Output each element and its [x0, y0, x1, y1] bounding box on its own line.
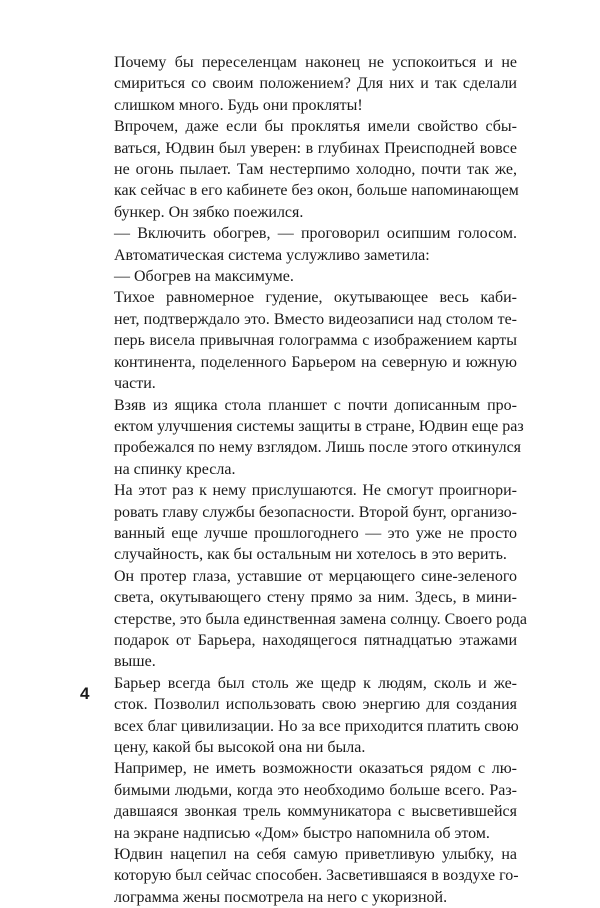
paragraph [92, 287, 517, 394]
text-line: Он протер глаза, уставшие от мерцающего сине-зеленого [114, 567, 517, 585]
page-number: 4 [80, 684, 90, 703]
text-line: выше. [114, 653, 156, 671]
paragraph [92, 844, 517, 908]
text-line: подарок от Барьера, находящегося пятнадцатью этажами [114, 631, 517, 649]
text-line: которую был сейчас способен. Засветившаяся в воздухе го- [114, 867, 519, 885]
text-line: случайность, как бы остальным ни хотелось в это верить. [114, 546, 507, 564]
body-text [92, 52, 527, 908]
text-line: континента, поделенного Барьером на северную и южную [114, 353, 517, 371]
text-line: бункер. Он зябко поежился. [114, 203, 304, 221]
text-line: стерстве, это была единственная замена солнцу. Своего рода [114, 610, 527, 628]
text-line: света, окутывающего стену прямо за ним. Здесь, в мини- [114, 589, 517, 607]
text-line: Юдвин нацепил на себя самую приветливую улыбку, на [114, 846, 517, 864]
paragraph [92, 480, 517, 566]
text-line: — Включить обогрев, — проговорил осипшим голосом. [114, 225, 517, 243]
paragraph [92, 266, 517, 287]
text-line: Почему бы переселенцам наконец не успокоиться и не [114, 54, 517, 71]
paragraph [92, 566, 527, 673]
text-line: Например, не иметь возможности оказаться рядом с лю- [114, 760, 517, 778]
text-line: нет, подтверждало это. Вместо видеозаписи над столом те- [114, 310, 517, 328]
text-line: Автоматическая система услужливо заметила: [114, 246, 430, 264]
text-line: слишком много. Будь они прокляты! [114, 96, 363, 114]
text-line: части. [114, 375, 156, 393]
text-line: бимыми людьми, когда это необходимо больше всего. Раз- [114, 781, 517, 799]
text-line: давшаяся звонкая трель коммуникатора с высветившейся [114, 803, 517, 821]
text-line: всех благ цивилизации. Но за все приходится платить свою [114, 717, 519, 735]
text-line: ровать главу службы безопасности. Второй бунт, организо- [114, 503, 517, 521]
text-line: на спинку кресла. [114, 460, 236, 478]
paragraph [92, 52, 517, 116]
text-line: ванный еще лучше прошлогоднего — это уже не просто [114, 524, 517, 542]
text-line: как сейчас в его кабинете без окон, больше напоминающем [114, 182, 519, 200]
text-line: пробежался по нему взглядом. Лишь после этого откинулся [114, 439, 522, 457]
text-line: ектом улучшения системы защиты в стране, Юдвин еще раз [114, 417, 524, 435]
paragraph [92, 673, 517, 759]
text-line: цену, какой бы высокой она ни была. [114, 739, 366, 756]
paragraph [92, 395, 524, 481]
text-line: смириться со своим положением? Для них и так сделали [114, 75, 517, 93]
text-line: Взяв из ящика стола планшет с почти дописанным про- [114, 396, 517, 414]
paragraph [92, 223, 517, 266]
text-line: На этот раз к нему прислушаются. Не смогут проигнори- [114, 482, 517, 500]
text-line: Барьер всегда был столь же щедр к людям, сколь и же- [114, 674, 517, 692]
paragraph [92, 758, 517, 844]
text-line: Тихое равномерное гудение, окутывающее весь каби- [114, 289, 517, 307]
text-line: Впрочем, даже если бы проклятья имели свойство сбы- [114, 118, 517, 136]
text-line: — Обогрев на максимуме. [114, 268, 294, 286]
paragraph [92, 116, 517, 223]
text-line: сток. Позволил использовать свою энергию для создания [114, 696, 517, 714]
text-line: лограмма жены посмотрела на него с укоризной. [114, 888, 448, 906]
text-line: не огонь пылает. Там нестерпимо холодно, почти так же, [114, 161, 517, 179]
text-line: ваться, Юдвин был уверен: в глубинах Преисподней вовсе [114, 139, 517, 157]
text-line: на экране надписью «Дом» быстро напомнила об этом. [114, 824, 490, 842]
text-line: перь висела привычная голограмма с изображением карты [114, 332, 517, 350]
